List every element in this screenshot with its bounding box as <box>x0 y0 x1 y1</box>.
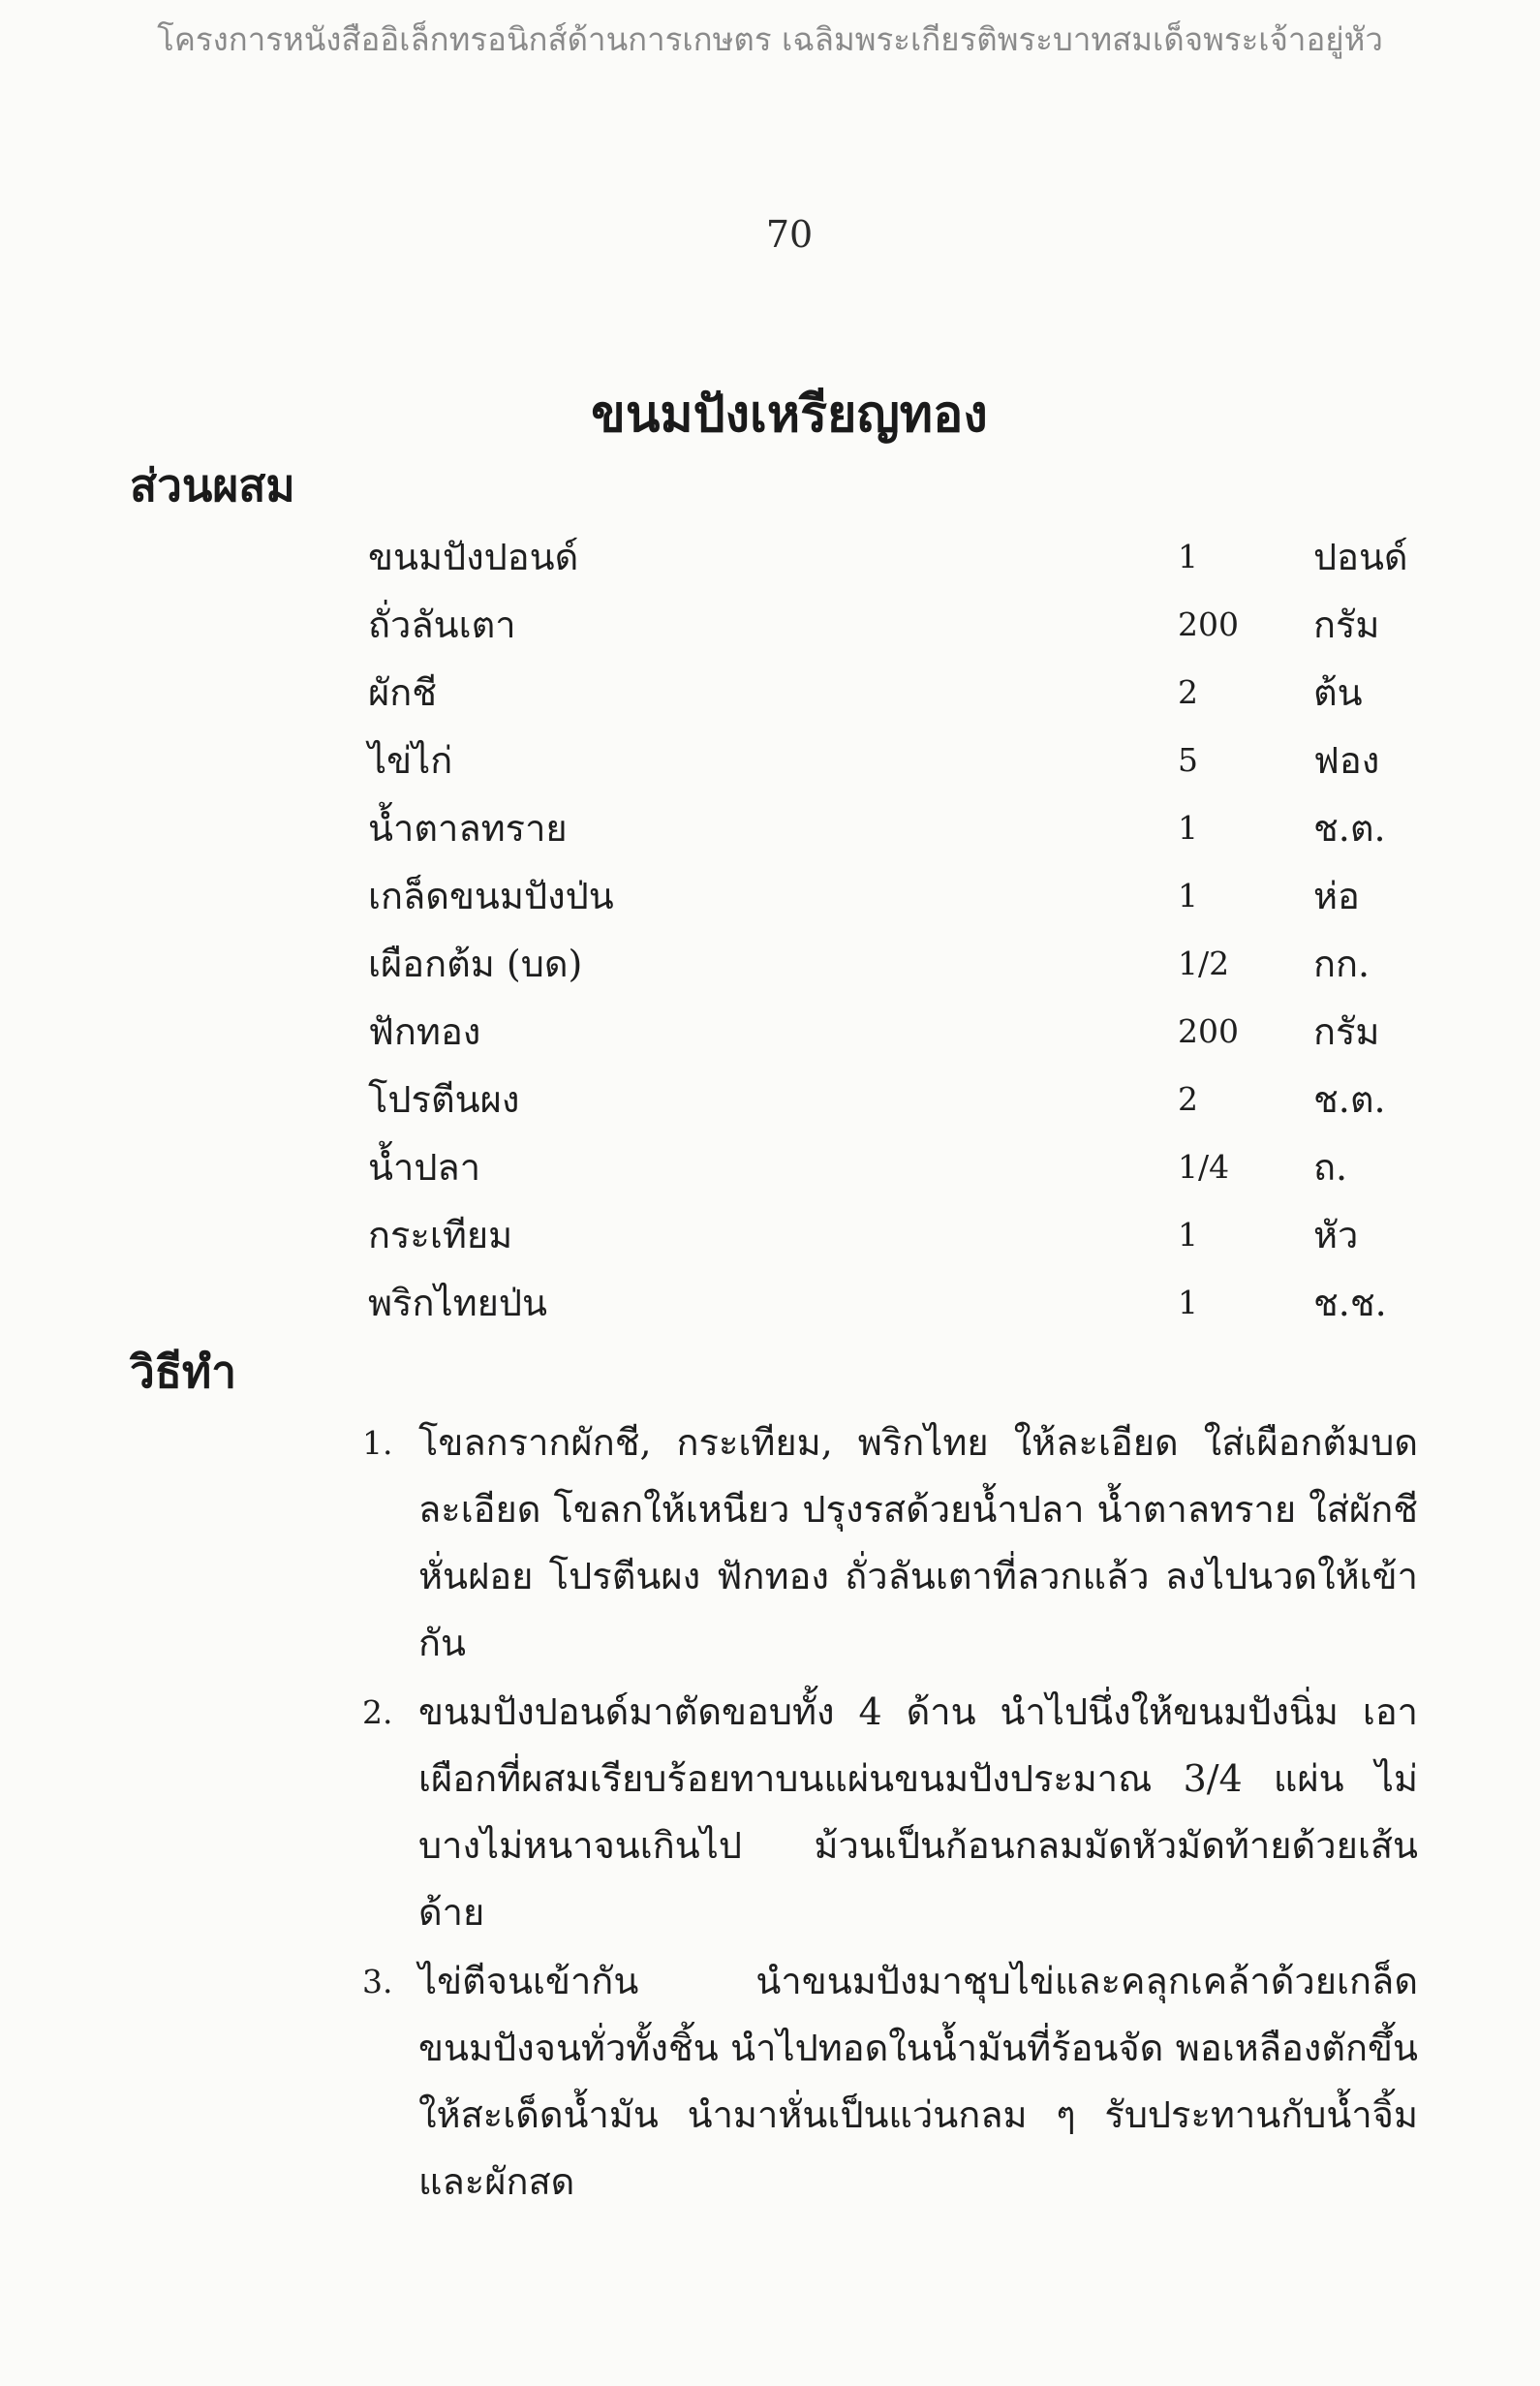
ingredients-list <box>0 523 1540 1337</box>
method-step <box>362 1410 1418 1677</box>
ingredient-name: เผือกต้ม (บด) <box>368 943 583 985</box>
ingredient-name: ฟักทอง <box>368 1010 481 1053</box>
ingredient-name: เกล็ดขนมปังป่น <box>368 875 614 917</box>
step-text: โขลกรากผักชี, กระเทียม, พริกไทย ให้ละเอียด ใส่เผือกต้มบดละเอียด โขลกให้เหนียว ปรุงรสด้วยน้ำปลา น้ำตาลทราย ใส่ผักชีหั่นฝอย โปรตีนผง ฟักทอง ถั่วลันเตาที่ลวกแล้ว ลงไปนวดให้เข้ากัน <box>418 1421 1418 1664</box>
ingredient-quantity: 2 <box>1178 673 1198 711</box>
ingredient-quantity: 1 <box>1178 877 1198 914</box>
ingredient-unit: ช.ต. <box>1313 807 1386 850</box>
ingredient-unit: ช.ช. <box>1313 1282 1387 1324</box>
ingredient-name: ถั่วลันเตา <box>368 604 516 646</box>
ingredients-heading: ส่วนผสม <box>130 459 295 511</box>
ingredient-unit: ถ. <box>1313 1146 1348 1189</box>
page-number: 70 <box>765 213 814 256</box>
ingredient-row <box>0 523 1540 591</box>
ingredient-unit: หัว <box>1313 1214 1359 1256</box>
step-text: ขนมปังปอนด์มาตัดขอบทั้ง 4 ด้าน นำไปนึ่งให้ขนมปังนิ่ม เอาเผือกที่ผสมเรียบร้อยทาบนแผ่นขนมปังประมาณ 3/4 แผ่น ไม่บางไม่หนาจนเกินไป ม้วนเป็นก้อนกลมมัดหัวมัดท้ายด้วยเส้นด้าย <box>418 1690 1418 1934</box>
ingredient-unit: ช.ต. <box>1313 1078 1386 1121</box>
ingredient-row <box>0 1066 1540 1133</box>
method-step <box>362 1948 1418 2216</box>
ingredient-name: พริกไทยป่น <box>368 1282 547 1324</box>
ingredient-row <box>0 659 1540 727</box>
ingredient-row <box>0 998 1540 1066</box>
ingredient-quantity: 1 <box>1178 1284 1198 1321</box>
ingredient-quantity: 2 <box>1178 1080 1198 1118</box>
step-number: 2. <box>362 1693 393 1731</box>
ingredient-row <box>0 727 1540 794</box>
ingredient-quantity: 5 <box>1178 741 1198 779</box>
ingredient-unit: ฟอง <box>1313 739 1380 782</box>
ingredient-name: ผักชี <box>368 671 438 714</box>
ingredient-quantity: 1 <box>1178 809 1198 847</box>
ingredient-quantity: 1 <box>1178 538 1198 575</box>
ingredient-name: กระเทียม <box>368 1214 513 1256</box>
step-number: 1. <box>362 1424 393 1462</box>
recipe-title: ขนมปังเหรียญทอง <box>591 385 988 444</box>
ingredient-unit: กรัม <box>1313 604 1380 646</box>
ingredient-unit: ต้น <box>1313 671 1363 714</box>
ingredient-name: ไข่ไก่ <box>368 739 453 782</box>
ingredient-name: น้ำปลา <box>368 1146 481 1189</box>
ingredient-unit: กก. <box>1313 943 1371 985</box>
method-step <box>362 1679 1418 1946</box>
method-steps <box>362 1410 1418 2217</box>
method-heading: วิธีทำ <box>130 1346 237 1398</box>
ingredient-row <box>0 1269 1540 1337</box>
project-header: โครงการหนังสืออิเล็กทรอนิกส์ด้านการเกษตร เฉลิมพระเกียรติพระบาทสมเด็จพระเจ้าอยู่หัว <box>157 20 1383 58</box>
step-text: ไข่ตีจนเข้ากัน นำขนมปังมาชุบไข่และคลุกเคล้าด้วยเกล็ดขนมปังจนทั่วทั้งชิ้น นำไปทอดในน้ำมันที่ร้อนจัด พอเหลืองตักขึ้นให้สะเด็ดน้ำมัน นำมาหั่นเป็นแว่นกลม ๆ รับประทานกับน้ำจิ้มและผักสด <box>418 1960 1418 2203</box>
ingredient-name: น้ำตาลทราย <box>368 807 568 850</box>
ingredient-row <box>0 591 1540 659</box>
ingredient-row <box>0 1201 1540 1269</box>
ingredient-quantity: 1/4 <box>1178 1148 1230 1186</box>
ingredient-unit: ปอนด์ <box>1313 536 1408 578</box>
ingredient-quantity: 200 <box>1178 605 1239 643</box>
ingredient-quantity: 200 <box>1178 1012 1239 1050</box>
ingredient-name: โปรตีนผง <box>368 1078 520 1121</box>
step-number: 3. <box>362 1963 393 2000</box>
ingredient-unit: กรัม <box>1313 1010 1380 1053</box>
ingredient-row <box>0 930 1540 998</box>
ingredient-name: ขนมปังปอนด์ <box>368 536 579 578</box>
ingredient-unit: ห่อ <box>1313 875 1360 917</box>
ingredient-row <box>0 1133 1540 1201</box>
ingredient-quantity: 1 <box>1178 1216 1198 1254</box>
ingredient-row <box>0 862 1540 930</box>
ingredient-quantity: 1/2 <box>1178 945 1230 982</box>
ingredient-row <box>0 794 1540 862</box>
